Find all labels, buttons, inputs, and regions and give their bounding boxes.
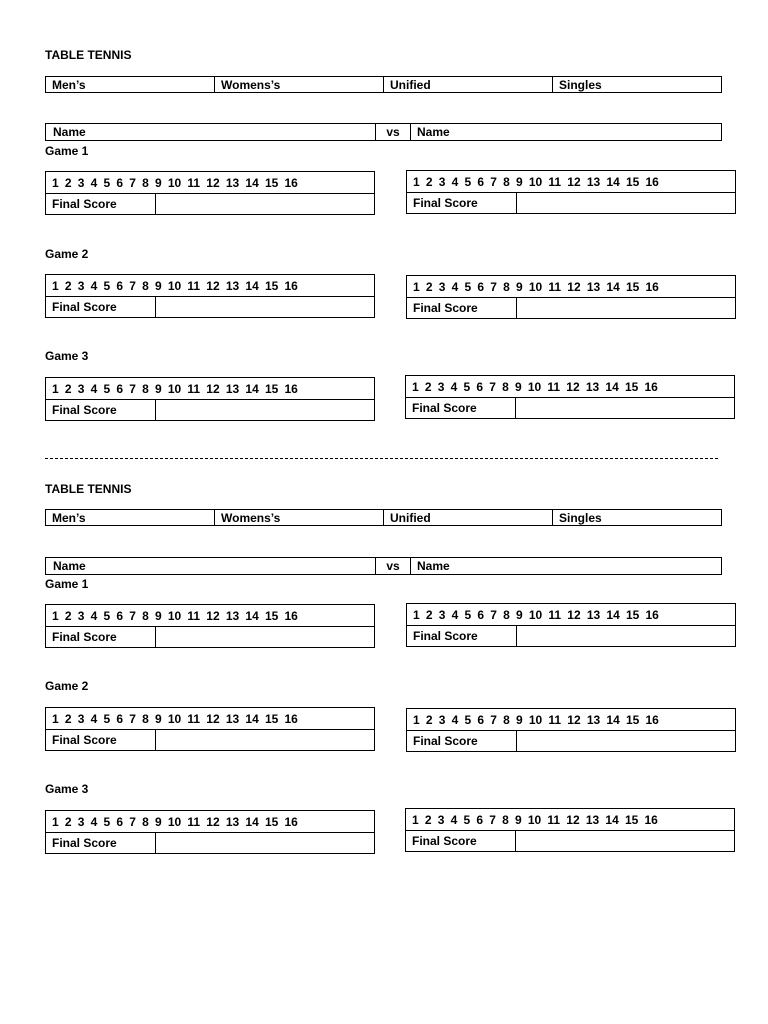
point-number[interactable]: 1 xyxy=(412,812,419,827)
point-number[interactable]: 13 xyxy=(585,379,600,394)
point-number[interactable]: 14 xyxy=(605,812,619,827)
point-number[interactable]: 2 xyxy=(64,608,72,623)
point-number[interactable]: 11 xyxy=(187,711,201,726)
point-number[interactable]: 5 xyxy=(464,607,472,622)
game-label: Game 3 xyxy=(45,349,89,363)
point-number[interactable]: 11 xyxy=(548,174,562,189)
point-tally-row[interactable] xyxy=(407,171,735,193)
point-number[interactable]: 3 xyxy=(77,381,85,396)
point-number[interactable]: 4 xyxy=(450,379,458,394)
point-number[interactable]: 12 xyxy=(567,712,581,727)
point-number[interactable]: 5 xyxy=(103,278,111,293)
point-number[interactable]: 16 xyxy=(284,278,298,293)
point-number[interactable]: 6 xyxy=(477,279,485,294)
point-number[interactable]: 4 xyxy=(90,278,98,293)
point-number[interactable]: 2 xyxy=(424,812,432,827)
point-number[interactable]: 15 xyxy=(264,278,279,293)
point-tally-row[interactable] xyxy=(406,809,734,831)
point-number[interactable]: 13 xyxy=(586,279,601,294)
final-score-field[interactable] xyxy=(156,400,374,421)
point-number[interactable]: 1 xyxy=(52,381,59,396)
name-row xyxy=(45,557,722,575)
final-score-label: Final Score xyxy=(46,400,156,421)
point-number[interactable]: 8 xyxy=(503,279,510,294)
point-number[interactable]: 11 xyxy=(548,712,562,727)
point-tally-row[interactable] xyxy=(46,378,374,400)
category-mens[interactable]: Men’s xyxy=(46,77,215,92)
point-number[interactable]: 15 xyxy=(625,607,640,622)
point-number[interactable]: 5 xyxy=(103,175,111,190)
point-number[interactable]: 13 xyxy=(586,712,601,727)
point-number[interactable]: 1 xyxy=(52,711,59,726)
point-number[interactable]: 9 xyxy=(516,712,523,727)
point-number[interactable]: 12 xyxy=(206,711,220,726)
final-score-label: Final Score xyxy=(46,730,156,751)
point-number[interactable]: 5 xyxy=(103,608,111,623)
final-score-field[interactable] xyxy=(517,298,735,319)
point-number[interactable]: 13 xyxy=(225,175,240,190)
point-number[interactable]: 6 xyxy=(116,175,124,190)
point-tally-row[interactable] xyxy=(407,709,735,731)
point-number[interactable]: 6 xyxy=(477,607,485,622)
point-number[interactable]: 11 xyxy=(187,381,201,396)
point-number[interactable]: 4 xyxy=(90,608,98,623)
point-number[interactable]: 10 xyxy=(167,381,182,396)
point-number[interactable]: 6 xyxy=(477,712,485,727)
point-number[interactable]: 15 xyxy=(264,814,279,829)
point-number[interactable]: 11 xyxy=(187,175,201,190)
point-tally-row[interactable] xyxy=(46,172,374,194)
point-number[interactable]: 11 xyxy=(187,814,201,829)
point-number[interactable]: 13 xyxy=(225,381,240,396)
point-number[interactable]: 15 xyxy=(264,175,279,190)
point-number[interactable]: 2 xyxy=(425,712,433,727)
point-number[interactable]: 12 xyxy=(206,278,220,293)
point-number[interactable]: 2 xyxy=(64,175,72,190)
point-number[interactable]: 13 xyxy=(225,711,240,726)
final-score-field[interactable] xyxy=(156,194,374,215)
point-number[interactable]: 15 xyxy=(625,712,640,727)
point-number[interactable]: 12 xyxy=(206,814,220,829)
name-row xyxy=(45,123,722,141)
player-2-name-field[interactable]: Name xyxy=(417,559,450,573)
final-score-field[interactable] xyxy=(156,627,374,648)
category-unified[interactable]: Unified xyxy=(384,77,553,92)
point-number[interactable]: 1 xyxy=(413,174,420,189)
point-number[interactable]: 1 xyxy=(52,814,59,829)
point-number[interactable]: 11 xyxy=(187,608,201,623)
point-number[interactable]: 16 xyxy=(644,812,658,827)
point-number[interactable]: 1 xyxy=(413,607,420,622)
score-card-player-1 xyxy=(45,171,375,215)
point-number[interactable]: 5 xyxy=(464,279,472,294)
point-number[interactable]: 14 xyxy=(245,278,259,293)
point-number[interactable]: 14 xyxy=(245,175,259,190)
final-score-field[interactable] xyxy=(156,730,374,751)
point-number[interactable]: 8 xyxy=(142,608,149,623)
point-number[interactable]: 8 xyxy=(503,607,510,622)
point-number[interactable]: 16 xyxy=(284,175,298,190)
final-score-label: Final Score xyxy=(407,298,517,319)
point-number[interactable]: 7 xyxy=(129,278,136,293)
point-number[interactable]: 11 xyxy=(548,279,562,294)
point-number[interactable]: 2 xyxy=(425,174,433,189)
point-number[interactable]: 14 xyxy=(605,379,619,394)
point-number[interactable]: 8 xyxy=(503,712,510,727)
vs-label: vs xyxy=(376,124,411,140)
game-label: Game 2 xyxy=(45,247,89,261)
final-score-field[interactable] xyxy=(156,297,374,318)
score-card-player-2 xyxy=(406,603,736,647)
point-number[interactable]: 10 xyxy=(528,174,543,189)
point-number[interactable]: 12 xyxy=(206,175,220,190)
point-number[interactable]: 6 xyxy=(116,608,124,623)
score-card-player-2 xyxy=(405,808,735,852)
category-singles[interactable]: Singles xyxy=(559,78,602,92)
point-number[interactable]: 1 xyxy=(52,175,59,190)
point-number[interactable]: 3 xyxy=(77,278,85,293)
point-number[interactable]: 12 xyxy=(567,279,581,294)
point-number[interactable]: 4 xyxy=(451,174,459,189)
point-number[interactable]: 14 xyxy=(606,712,620,727)
point-number[interactable]: 6 xyxy=(476,379,484,394)
point-number[interactable]: 2 xyxy=(64,381,72,396)
final-score-label: Final Score xyxy=(46,297,156,318)
point-number[interactable]: 16 xyxy=(284,711,298,726)
point-number[interactable]: 5 xyxy=(463,379,471,394)
point-number[interactable]: 10 xyxy=(167,175,182,190)
point-number[interactable]: 11 xyxy=(547,379,561,394)
point-number[interactable]: 7 xyxy=(129,814,136,829)
point-number[interactable]: 9 xyxy=(516,607,523,622)
point-number[interactable]: 10 xyxy=(167,608,182,623)
point-number[interactable]: 16 xyxy=(284,381,298,396)
point-number[interactable]: 13 xyxy=(586,174,601,189)
point-number[interactable]: 3 xyxy=(77,711,85,726)
point-number[interactable]: 5 xyxy=(463,812,471,827)
point-number[interactable]: 12 xyxy=(567,174,581,189)
point-number[interactable]: 4 xyxy=(90,711,98,726)
score-card-player-1 xyxy=(45,377,375,421)
point-number[interactable]: 1 xyxy=(52,608,59,623)
final-score-label: Final Score xyxy=(46,194,156,215)
player-2-name-field[interactable]: Name xyxy=(417,125,450,139)
point-number[interactable]: 4 xyxy=(451,607,459,622)
final-score-label: Final Score xyxy=(406,831,516,852)
point-number[interactable]: 3 xyxy=(77,814,85,829)
final-score-field[interactable] xyxy=(516,831,734,852)
point-number[interactable]: 14 xyxy=(606,174,620,189)
final-score-field[interactable] xyxy=(517,193,735,214)
score-card-player-1 xyxy=(45,274,375,318)
point-number[interactable]: 12 xyxy=(566,379,580,394)
point-tally-row[interactable] xyxy=(46,708,374,730)
point-number[interactable]: 10 xyxy=(167,711,182,726)
point-number[interactable]: 3 xyxy=(438,607,446,622)
point-number[interactable]: 9 xyxy=(155,278,162,293)
final-score-label: Final Score xyxy=(406,398,516,419)
final-score-label: Final Score xyxy=(407,193,517,214)
point-number[interactable]: 7 xyxy=(129,711,136,726)
final-score-field[interactable] xyxy=(516,398,734,419)
point-number[interactable]: 9 xyxy=(515,379,522,394)
point-number[interactable]: 7 xyxy=(490,607,497,622)
point-number[interactable]: 8 xyxy=(142,814,149,829)
point-number[interactable]: 2 xyxy=(64,711,72,726)
point-number[interactable]: 11 xyxy=(548,607,562,622)
point-number[interactable]: 2 xyxy=(64,814,72,829)
category-womens[interactable]: Womens’s xyxy=(215,510,384,525)
point-number[interactable]: 13 xyxy=(586,607,601,622)
point-number[interactable]: 12 xyxy=(567,607,581,622)
point-number[interactable]: 15 xyxy=(264,381,279,396)
player-1-name-field[interactable]: Name xyxy=(46,124,376,140)
point-number[interactable]: 3 xyxy=(437,812,445,827)
sheet-title: TABLE TENNIS xyxy=(45,48,132,62)
final-score-field[interactable] xyxy=(517,626,735,647)
point-number[interactable]: 6 xyxy=(477,174,485,189)
point-number[interactable]: 13 xyxy=(225,814,240,829)
point-number[interactable]: 9 xyxy=(155,711,162,726)
point-number[interactable]: 13 xyxy=(225,608,240,623)
score-card-player-1 xyxy=(45,810,375,854)
category-mens[interactable]: Men’s xyxy=(46,510,215,525)
point-number[interactable]: 16 xyxy=(284,608,298,623)
point-tally-row[interactable] xyxy=(407,604,735,626)
point-number[interactable]: 6 xyxy=(116,278,124,293)
player-1-name-field[interactable]: Name xyxy=(46,558,376,574)
point-number[interactable]: 4 xyxy=(90,381,98,396)
point-number[interactable]: 14 xyxy=(606,279,620,294)
point-tally-row[interactable] xyxy=(46,811,374,833)
point-number[interactable]: 8 xyxy=(503,174,510,189)
category-row xyxy=(45,509,722,526)
point-number[interactable]: 8 xyxy=(142,711,149,726)
point-number[interactable]: 4 xyxy=(90,175,98,190)
point-number[interactable]: 7 xyxy=(129,381,136,396)
final-score-label: Final Score xyxy=(46,627,156,648)
point-number[interactable]: 9 xyxy=(155,175,162,190)
category-singles[interactable]: Singles xyxy=(559,511,602,525)
point-number[interactable]: 16 xyxy=(284,814,298,829)
point-number[interactable]: 9 xyxy=(515,812,522,827)
game-label: Game 1 xyxy=(45,144,89,158)
point-number[interactable]: 3 xyxy=(438,712,446,727)
point-number[interactable]: 15 xyxy=(264,608,279,623)
point-number[interactable]: 13 xyxy=(585,812,600,827)
point-number[interactable]: 10 xyxy=(528,279,543,294)
score-card-player-2 xyxy=(405,375,735,419)
point-number[interactable]: 8 xyxy=(142,381,149,396)
point-number[interactable]: 15 xyxy=(624,379,639,394)
point-number[interactable]: 1 xyxy=(52,278,59,293)
point-number[interactable]: 12 xyxy=(206,381,220,396)
game-label: Game 1 xyxy=(45,577,89,591)
point-number[interactable]: 11 xyxy=(187,278,201,293)
category-womens[interactable]: Womens’s xyxy=(215,77,384,92)
point-number[interactable]: 1 xyxy=(412,379,419,394)
point-number[interactable]: 16 xyxy=(645,607,659,622)
point-number[interactable]: 2 xyxy=(64,278,72,293)
point-number[interactable]: 16 xyxy=(645,174,659,189)
point-number[interactable]: 4 xyxy=(451,279,459,294)
score-card-player-2 xyxy=(406,170,736,214)
point-number[interactable]: 9 xyxy=(516,174,523,189)
point-number[interactable]: 9 xyxy=(155,814,162,829)
score-card-player-1 xyxy=(45,707,375,751)
point-number[interactable]: 7 xyxy=(490,279,497,294)
point-number[interactable]: 4 xyxy=(451,712,459,727)
point-number[interactable]: 7 xyxy=(489,379,496,394)
point-number[interactable]: 3 xyxy=(77,608,85,623)
point-number[interactable]: 2 xyxy=(425,279,433,294)
game-label: Game 2 xyxy=(45,679,89,693)
final-score-field[interactable] xyxy=(517,731,735,752)
point-number[interactable]: 10 xyxy=(528,712,543,727)
point-number[interactable]: 2 xyxy=(425,607,433,622)
point-tally-row[interactable] xyxy=(406,376,734,398)
point-number[interactable]: 10 xyxy=(167,278,182,293)
point-number[interactable]: 14 xyxy=(606,607,620,622)
final-score-label: Final Score xyxy=(46,833,156,854)
game-label: Game 3 xyxy=(45,782,89,796)
point-number[interactable]: 8 xyxy=(142,175,149,190)
point-number[interactable]: 5 xyxy=(103,814,111,829)
point-number[interactable]: 10 xyxy=(167,814,182,829)
point-number[interactable]: 16 xyxy=(645,712,659,727)
point-tally-row[interactable] xyxy=(46,605,374,627)
point-number[interactable]: 14 xyxy=(245,381,259,396)
cut-line-divider xyxy=(45,458,718,459)
point-number[interactable]: 9 xyxy=(155,381,162,396)
point-number[interactable]: 11 xyxy=(547,812,561,827)
point-number[interactable]: 12 xyxy=(566,812,580,827)
point-number[interactable]: 3 xyxy=(77,175,85,190)
point-number[interactable]: 15 xyxy=(625,174,640,189)
point-number[interactable]: 5 xyxy=(464,174,472,189)
point-number[interactable]: 2 xyxy=(424,379,432,394)
point-number[interactable]: 9 xyxy=(155,608,162,623)
point-number[interactable]: 8 xyxy=(502,379,509,394)
vs-label: vs xyxy=(376,558,411,574)
final-score-field[interactable] xyxy=(156,833,374,854)
point-number[interactable]: 3 xyxy=(438,279,446,294)
point-number[interactable]: 3 xyxy=(437,379,445,394)
point-number[interactable]: 6 xyxy=(116,381,124,396)
score-card-player-2 xyxy=(406,708,736,752)
point-number[interactable]: 14 xyxy=(245,711,259,726)
point-number[interactable]: 10 xyxy=(527,812,542,827)
point-number[interactable]: 6 xyxy=(116,814,124,829)
point-tally-row[interactable] xyxy=(407,276,735,298)
score-card-player-1 xyxy=(45,604,375,648)
point-number[interactable]: 15 xyxy=(625,279,640,294)
point-number[interactable]: 15 xyxy=(264,711,279,726)
point-number[interactable]: 1 xyxy=(413,712,420,727)
point-number[interactable]: 4 xyxy=(450,812,458,827)
point-number[interactable]: 1 xyxy=(413,279,420,294)
point-number[interactable]: 14 xyxy=(245,608,259,623)
point-tally-row[interactable] xyxy=(46,275,374,297)
category-unified[interactable]: Unified xyxy=(384,510,553,525)
point-number[interactable]: 4 xyxy=(90,814,98,829)
score-card-player-2 xyxy=(406,275,736,319)
point-number[interactable]: 9 xyxy=(516,279,523,294)
point-number[interactable]: 12 xyxy=(206,608,220,623)
point-number[interactable]: 3 xyxy=(438,174,446,189)
point-number[interactable]: 13 xyxy=(225,278,240,293)
point-number[interactable]: 8 xyxy=(502,812,509,827)
point-number[interactable]: 7 xyxy=(489,812,496,827)
point-number[interactable]: 16 xyxy=(644,379,658,394)
point-number[interactable]: 14 xyxy=(245,814,259,829)
final-score-label: Final Score xyxy=(407,626,517,647)
final-score-label: Final Score xyxy=(407,731,517,752)
point-number[interactable]: 5 xyxy=(464,712,472,727)
category-row xyxy=(45,76,722,93)
point-number[interactable]: 16 xyxy=(645,279,659,294)
point-number[interactable]: 10 xyxy=(527,379,542,394)
sheet-title: TABLE TENNIS xyxy=(45,482,132,496)
point-number[interactable]: 7 xyxy=(129,175,136,190)
point-number[interactable]: 8 xyxy=(142,278,149,293)
point-number[interactable]: 7 xyxy=(490,712,497,727)
point-number[interactable]: 10 xyxy=(528,607,543,622)
point-number[interactable]: 7 xyxy=(129,608,136,623)
point-number[interactable]: 6 xyxy=(116,711,124,726)
point-number[interactable]: 7 xyxy=(490,174,497,189)
point-number[interactable]: 5 xyxy=(103,381,111,396)
point-number[interactable]: 15 xyxy=(624,812,639,827)
point-number[interactable]: 5 xyxy=(103,711,111,726)
point-number[interactable]: 6 xyxy=(476,812,484,827)
